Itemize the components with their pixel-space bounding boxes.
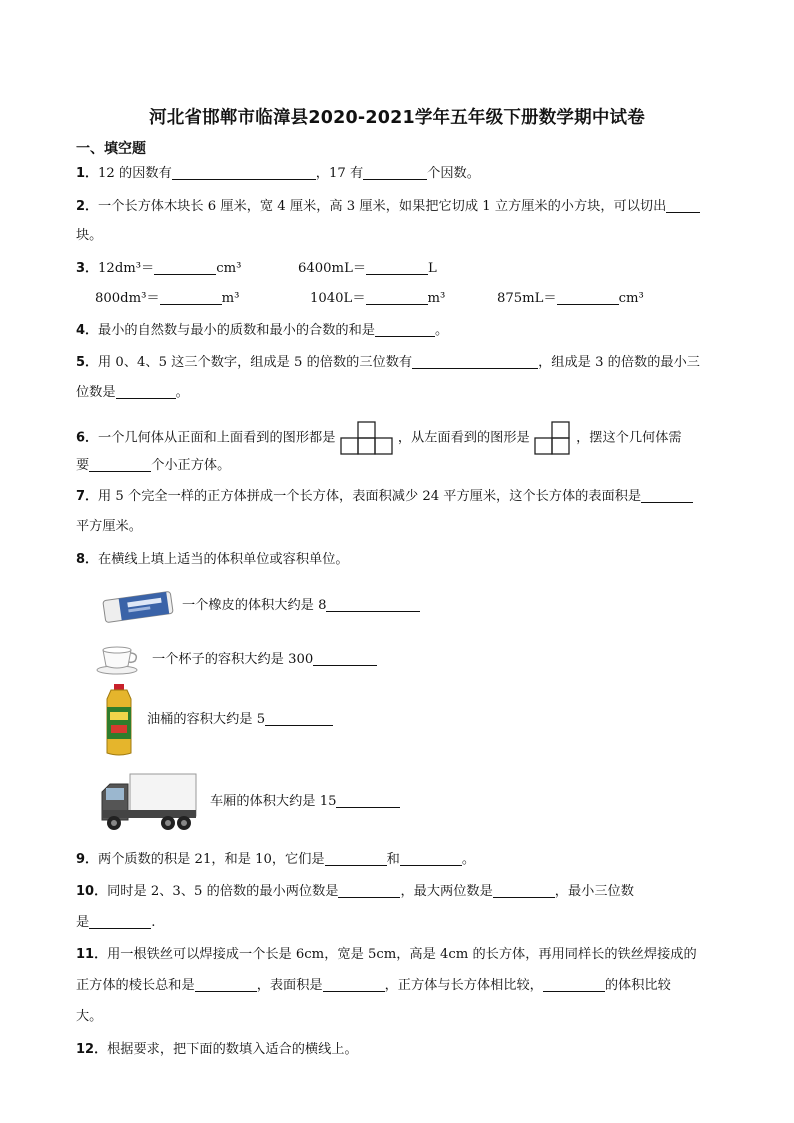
- question-number: 3．: [76, 261, 99, 276]
- question-text: 位数是: [76, 385, 116, 400]
- unit-label: cm³: [216, 261, 242, 276]
- answer-blank[interactable]: [89, 914, 151, 929]
- question-text: 两个质数的积是 21，和是 10，它们是: [98, 852, 325, 867]
- question-4: [76, 322, 448, 340]
- question-text: 一个橡皮的体积大约是 8: [182, 598, 327, 613]
- question-3-row-1b: [298, 260, 437, 278]
- question-text: 油桶的容积大约是 5: [147, 712, 266, 727]
- question-number: 2．: [76, 199, 99, 214]
- question-text: 用 5 个完全一样的正方体拼成一个长方体，表面积减少 24 平方厘米，这个长方体的表面积是: [98, 489, 642, 504]
- answer-blank[interactable]: [325, 851, 387, 866]
- section-heading: 一、填空题: [76, 141, 146, 157]
- question-text: 要: [76, 458, 90, 473]
- question-2: [76, 198, 700, 216]
- answer-blank[interactable]: [666, 198, 700, 213]
- answer-blank[interactable]: [160, 290, 222, 305]
- q8-item-truck: [210, 793, 400, 811]
- q8-item-cup: [152, 651, 377, 669]
- question-text: 875mL＝: [497, 291, 557, 306]
- question-5-cont: [76, 384, 189, 402]
- answer-blank[interactable]: [641, 488, 693, 503]
- question-text: 车厢的体积大约是 15: [210, 794, 337, 809]
- question-12: [76, 1041, 358, 1059]
- eraser-image: [98, 586, 178, 628]
- answer-blank[interactable]: [336, 793, 400, 808]
- question-text: ，从左面看到的图形是: [397, 430, 530, 446]
- question-number: 6．: [76, 430, 99, 446]
- question-text: ，17 有: [315, 166, 364, 181]
- question-text: ，表面积是: [256, 978, 323, 993]
- question-3-row-2a: [95, 290, 239, 308]
- question-text: ，最大两位数是: [400, 884, 493, 899]
- question-text: 块。: [76, 228, 103, 243]
- question-text: 正方体的棱长总和是: [76, 978, 195, 993]
- question-text: 同时是 2、3、5 的倍数的最小两位数是: [107, 884, 339, 899]
- question-number: 4．: [76, 323, 99, 338]
- q8-item-oil: [147, 711, 333, 729]
- oil-bottle-image: [101, 683, 137, 757]
- question-text: 12dm³＝: [98, 261, 155, 276]
- unit-label: m³: [221, 291, 240, 306]
- question-6: [76, 421, 682, 455]
- question-9: [76, 851, 475, 869]
- unit-label: m³: [427, 291, 446, 306]
- question-text: 的体积比较: [604, 978, 671, 993]
- question-11: [76, 946, 697, 964]
- answer-blank[interactable]: [116, 384, 176, 399]
- question-number: 10．: [76, 884, 108, 899]
- question-7: [76, 488, 693, 506]
- left-view-figure: [534, 421, 572, 455]
- question-text: ，摆这个几何体需: [576, 430, 682, 446]
- question-5: [76, 354, 700, 372]
- question-text: 1040L＝: [310, 291, 366, 306]
- question-1: [76, 165, 480, 183]
- q8-item-eraser: [182, 597, 420, 615]
- question-number: 9．: [76, 852, 99, 867]
- question-text: 在横线上填上适当的体积单位或容积单位。: [98, 552, 349, 567]
- question-text: .: [151, 915, 156, 930]
- question-text: 800dm³＝: [95, 291, 160, 306]
- truck-image: [98, 770, 198, 834]
- question-text: 个因数。: [427, 166, 480, 181]
- question-number: 8．: [76, 552, 99, 567]
- question-11-cont: [76, 977, 671, 995]
- question-text: 12 的因数有: [98, 166, 172, 181]
- front-top-view-figure: [340, 421, 394, 455]
- question-number: 1．: [76, 166, 99, 181]
- answer-blank[interactable]: [400, 851, 462, 866]
- answer-blank[interactable]: [313, 651, 377, 666]
- question-3-row-2b: [310, 290, 445, 308]
- answer-blank[interactable]: [338, 883, 400, 898]
- question-number: 7．: [76, 489, 99, 504]
- question-7-cont: [76, 518, 142, 536]
- question-text: 平方厘米。: [76, 519, 142, 534]
- answer-blank[interactable]: [363, 165, 427, 180]
- question-text: 6400mL＝: [298, 261, 367, 276]
- question-2-cont: [76, 227, 102, 245]
- question-text: 用 0、4、5 这三个数字，组成是 5 的倍数的三位数有: [98, 355, 413, 370]
- question-10: [76, 883, 634, 901]
- question-text: 大。: [76, 1009, 103, 1024]
- answer-blank[interactable]: [265, 711, 333, 726]
- question-number: 11．: [76, 947, 108, 962]
- answer-blank[interactable]: [366, 290, 428, 305]
- question-text: 。: [175, 385, 189, 400]
- question-number: 12．: [76, 1042, 108, 1057]
- answer-blank[interactable]: [323, 977, 385, 992]
- question-text: 和: [386, 852, 400, 867]
- question-text: ，正方体与长方体相比较，: [384, 978, 543, 993]
- question-3-row-2c: [497, 290, 644, 308]
- unit-label: L: [428, 261, 437, 276]
- answer-blank[interactable]: [172, 165, 316, 180]
- question-11-cont-2: [76, 1008, 102, 1026]
- question-text: 一个长方体木块长 6 厘米，宽 4 厘米，高 3 厘米，如果把它切成 1 立方厘米的小方块，可以切出: [98, 199, 667, 214]
- question-text: 根据要求，把下面的数填入适合的横线上。: [107, 1042, 358, 1057]
- answer-blank[interactable]: [326, 597, 420, 612]
- question-text: ，组成是 3 的倍数的最小三: [538, 355, 700, 370]
- unit-label: cm³: [618, 291, 644, 306]
- answer-blank[interactable]: [543, 977, 605, 992]
- question-number: 5．: [76, 355, 99, 370]
- question-text: 。: [461, 852, 475, 867]
- question-text: 个小正方体。: [151, 458, 231, 473]
- question-text: 最小的自然数与最小的质数和最小的合数的和是: [98, 323, 375, 338]
- question-text: 一个几何体从正面和上面看到的图形都是: [98, 430, 336, 446]
- page-title: 河北省邯郸市临漳县2020-2021学年五年级下册数学期中试卷: [149, 108, 645, 128]
- answer-blank[interactable]: [154, 260, 216, 275]
- answer-blank[interactable]: [375, 322, 435, 337]
- question-text: 是: [76, 915, 90, 930]
- answer-blank[interactable]: [412, 354, 538, 369]
- question-3-row-1: [76, 260, 241, 278]
- question-10-cont: [76, 914, 155, 932]
- question-6-cont: [76, 457, 230, 475]
- answer-blank[interactable]: [493, 883, 555, 898]
- answer-blank[interactable]: [89, 457, 151, 472]
- answer-blank[interactable]: [195, 977, 257, 992]
- question-text: 。: [434, 323, 449, 338]
- teacup-image: [95, 642, 145, 676]
- answer-blank[interactable]: [557, 290, 619, 305]
- question-8: [76, 551, 349, 569]
- question-text: ，最小三位数: [554, 884, 634, 899]
- question-text: 一个杯子的容积大约是 300: [152, 652, 314, 667]
- question-text: 用一根铁丝可以焊接成一个长是 6cm，宽是 5cm，高是 4cm 的长方体，再用同样长的铁丝焊接成的: [107, 947, 697, 962]
- answer-blank[interactable]: [366, 260, 428, 275]
